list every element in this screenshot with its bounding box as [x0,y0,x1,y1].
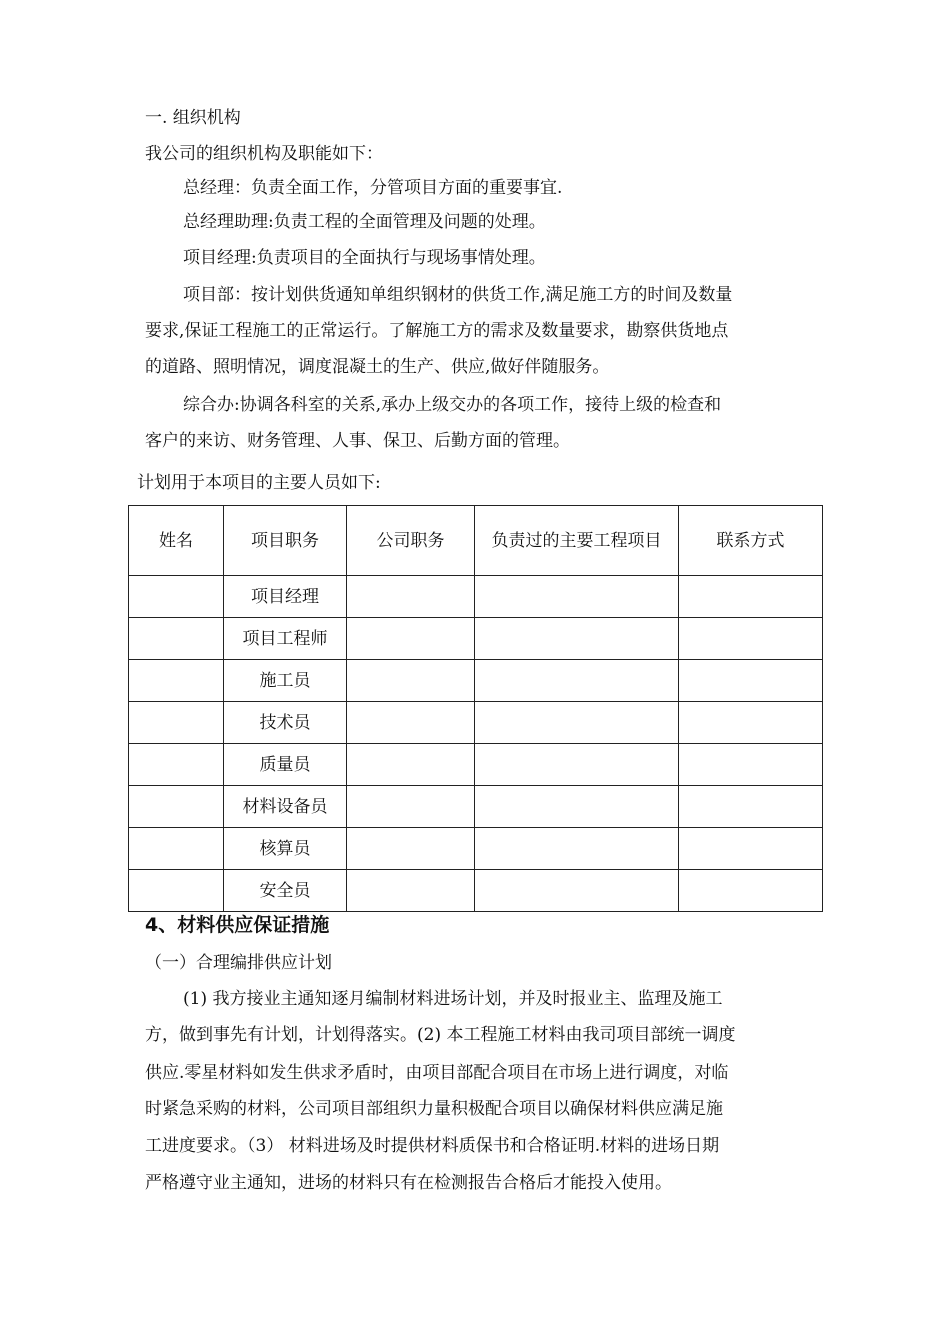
table-cell [679,786,823,828]
header-project-role: 项目职务 [224,506,347,576]
table-header-row [129,506,823,576]
org-line-dept-1: 项目部：按计划供货通知单组织钢材的供货工作,满足施工方的时间及数量 [183,285,733,305]
table-cell: 核算员 [224,828,347,870]
table-cell [347,660,475,702]
table-cell [347,828,475,870]
table-cell [347,786,475,828]
table-cell [347,702,475,744]
table-cell [679,618,823,660]
table-row [129,618,823,660]
org-line-office-2: 客户的来访、财务管理、人事、保卫、后勤方面的管理。 [145,431,570,451]
table-cell: 项目经理 [224,576,347,618]
table-row [129,660,823,702]
table-cell [679,744,823,786]
table-cell [347,870,475,912]
supply-heading: 4、材料供应保证措施 [145,914,330,936]
table-cell [129,828,224,870]
supply-line-6: 严格遵守业主通知，进场的材料只有在检测报告合格后才能投入使用。 [145,1173,672,1193]
table-cell [475,786,679,828]
table-cell [475,744,679,786]
table-cell: 安全员 [224,870,347,912]
table-cell: 材料设备员 [224,786,347,828]
table-cell [129,870,224,912]
table-cell [475,828,679,870]
supply-subheading: （一）合理编排供应计划 [145,953,332,973]
table-cell [347,576,475,618]
header-contact: 联系方式 [679,506,823,576]
table-cell [679,828,823,870]
table-cell: 项目工程师 [224,618,347,660]
table-cell [475,702,679,744]
table-row [129,786,823,828]
table-cell: 质量员 [224,744,347,786]
table-row [129,870,823,912]
table-cell: 施工员 [224,660,347,702]
org-line-dept-2: 要求,保证工程施工的正常运行。了解施工方的需求及数量要求，勘察供货地点 [145,321,729,341]
table-cell [475,660,679,702]
table-row [129,702,823,744]
table-row [129,828,823,870]
supply-line-2: 方，做到事先有计划，计划得落实。(2) 本工程施工材料由我司项目部统一调度 [145,1025,736,1045]
header-past-projects: 负责过的主要工程项目 [475,506,679,576]
table-cell [129,618,224,660]
table-cell [679,702,823,744]
table-cell [475,618,679,660]
table-cell [475,870,679,912]
org-heading: 一. 组织机构 [145,108,241,128]
table-cell [129,744,224,786]
header-name: 姓名 [129,506,224,576]
supply-line-4: 时紧急采购的材料，公司项目部组织力量积极配合项目以确保材料供应满足施 [145,1099,723,1119]
header-company-role: 公司职务 [347,506,475,576]
table-cell [347,618,475,660]
org-line-pm: 项目经理:负责项目的全面执行与现场事情处理。 [183,248,546,268]
org-line-gm: 总经理：负责全面工作，分管项目方面的重要事宜. [183,178,563,198]
staff-table [128,505,823,912]
table-cell [129,702,224,744]
table-cell [679,576,823,618]
table-cell [347,744,475,786]
staff-intro: 计划用于本项目的主要人员如下: [137,473,381,493]
supply-line-3: 供应.零星材料如发生供求矛盾时，由项目部配合项目在市场上进行调度，对临 [145,1063,729,1083]
org-line-gm-assistant: 总经理助理:负责工程的全面管理及问题的处理。 [183,212,546,232]
table-cell [679,870,823,912]
table-cell: 技术员 [224,702,347,744]
table-cell [129,660,224,702]
supply-line-1: (1) 我方接业主通知逐月编制材料进场计划，并及时报业主、监理及施工 [183,989,723,1009]
table-cell [679,660,823,702]
org-line-office-1: 综合办:协调各科室的关系,承办上级交办的各项工作，接待上级的检查和 [183,395,722,415]
table-cell [129,786,224,828]
table-cell [475,576,679,618]
supply-line-5: 工进度要求。（3） 材料进场及时提供材料质保书和合格证明.材料的进场日期 [145,1136,720,1156]
table-row [129,576,823,618]
org-intro: 我公司的组织机构及职能如下： [145,144,383,164]
table-row [129,744,823,786]
table-cell [129,576,224,618]
org-line-dept-3: 的道路、照明情况，调度混凝土的生产、供应,做好伴随服务。 [145,357,610,377]
